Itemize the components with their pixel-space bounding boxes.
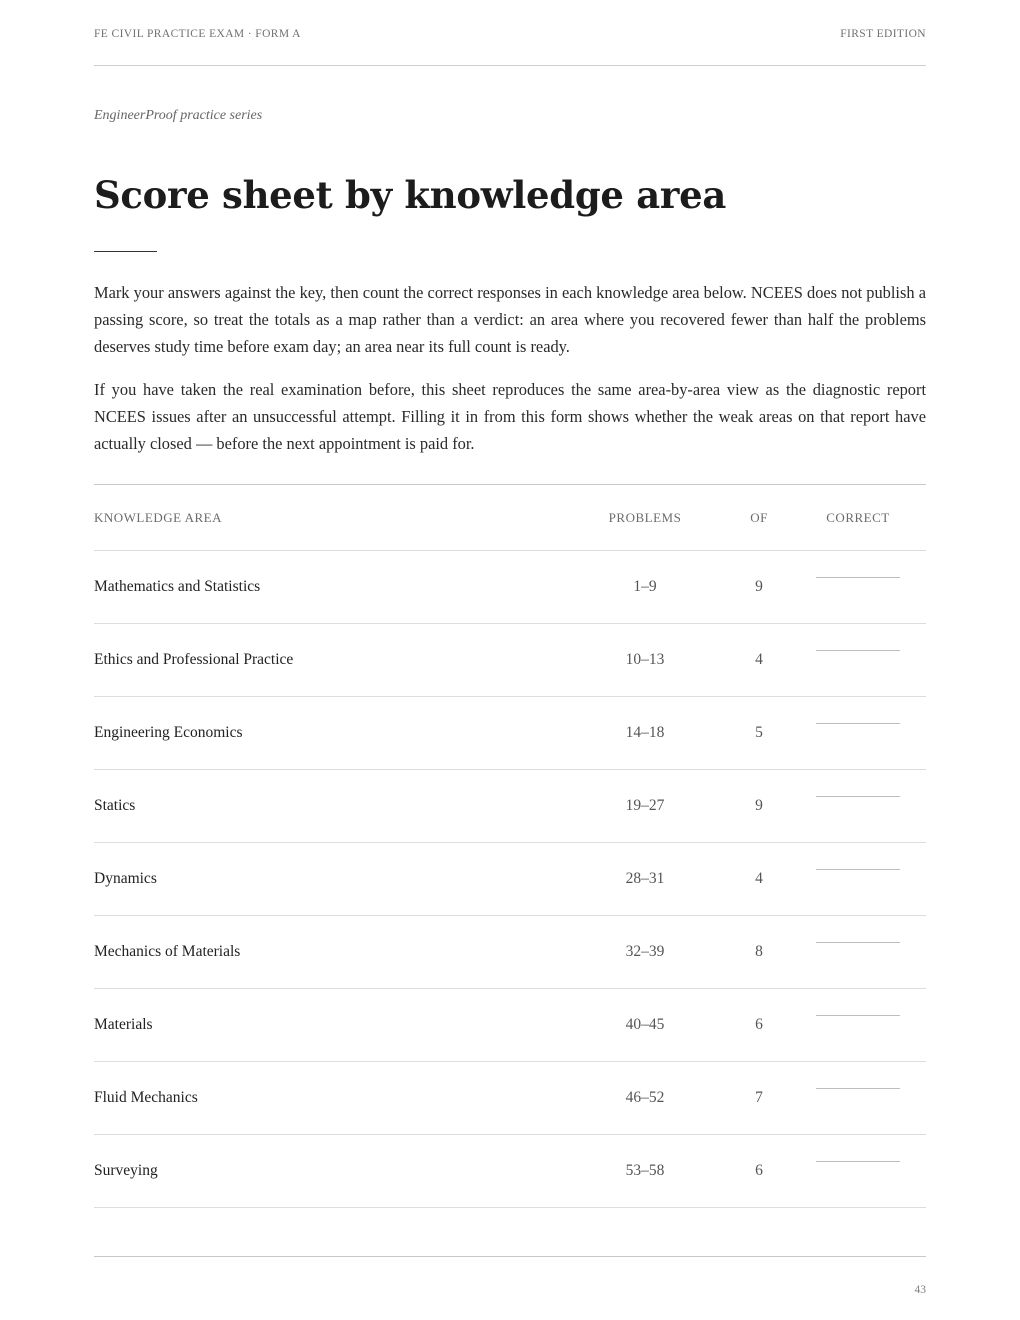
knowledge-area-name: Materials [94, 1016, 153, 1033]
correct-answer-blank[interactable] [816, 650, 900, 651]
knowledge-area-name: Mechanics of Materials [94, 943, 241, 960]
correct-cell [790, 770, 926, 843]
header-of: OF [750, 509, 768, 525]
problem-count: 7 [755, 1089, 763, 1106]
table-row [94, 843, 926, 916]
problem-count: 4 [755, 870, 763, 887]
problem-range: 10–13 [625, 651, 665, 668]
problem-range: 19–27 [625, 797, 665, 814]
table-row [94, 624, 926, 697]
correct-cell [790, 551, 926, 624]
title-underline [94, 251, 157, 252]
score-table [94, 484, 926, 1208]
correct-cell [790, 916, 926, 989]
correct-cell [790, 1135, 926, 1208]
problem-range: 32–39 [625, 943, 665, 960]
correct-cell [790, 697, 926, 770]
knowledge-area-name: Fluid Mechanics [94, 1089, 198, 1106]
running-head [94, 28, 926, 40]
correct-answer-blank[interactable] [816, 1161, 900, 1162]
knowledge-area-name: Mathematics and Statistics [94, 578, 261, 595]
correct-answer-blank[interactable] [816, 577, 900, 578]
intro-paragraph: If you have taken the real examination before, this sheet reproduces the same area-by-area view as the diagnostic report NCEES issues after an unsuccessful attempt. Filling it in from this form shows whether the weak areas on that report have actually closed — before the next appointment is paid for. [94, 380, 926, 453]
knowledge-area-name: Ethics and Professional Practice [94, 651, 294, 668]
table-row [94, 770, 926, 843]
table-row [94, 697, 926, 770]
knowledge-area-name: Dynamics [94, 870, 157, 887]
problem-range: 40–45 [625, 1016, 665, 1033]
running-head-right: FIRST EDITION [840, 28, 926, 40]
table-row [94, 1062, 926, 1135]
problem-count: 6 [755, 1162, 763, 1179]
correct-answer-blank[interactable] [816, 723, 900, 724]
correct-answer-blank[interactable] [816, 796, 900, 797]
problem-count: 9 [755, 797, 763, 814]
table-row [94, 916, 926, 989]
problem-range: 1–9 [633, 578, 657, 595]
intro-paragraph: Mark your answers against the key, then count the correct responses in each knowledge area below. NCEES does not publish a passing score, so treat the totals as a map rather than a verdict: an area where you recovered fewer than half the problems deserves study time before exam day; an area near its full count is ready. [94, 283, 926, 356]
problem-count: 8 [755, 943, 763, 960]
problem-count: 4 [755, 651, 763, 668]
series-label: EngineerProof practice series [94, 108, 263, 123]
header-divider [94, 65, 926, 66]
correct-cell [790, 1062, 926, 1135]
correct-answer-blank[interactable] [816, 1015, 900, 1016]
knowledge-area-name: Statics [94, 797, 136, 814]
problem-count: 6 [755, 1016, 763, 1033]
header-correct: CORRECT [826, 509, 890, 525]
table-row [94, 551, 926, 624]
correct-answer-blank[interactable] [816, 942, 900, 943]
problem-range: 46–52 [625, 1089, 665, 1106]
problem-range: 28–31 [625, 870, 665, 887]
footer-divider [94, 1256, 926, 1257]
problem-range: 14–18 [625, 724, 665, 741]
problem-count: 9 [755, 578, 763, 595]
correct-cell [790, 843, 926, 916]
correct-cell [790, 624, 926, 697]
knowledge-area-name: Surveying [94, 1162, 158, 1179]
table-row [94, 989, 926, 1062]
correct-answer-blank[interactable] [816, 1088, 900, 1089]
header-knowledge-area: KNOWLEDGE AREA [94, 509, 222, 525]
header-problems: PROBLEMS [608, 509, 682, 525]
page [94, 0, 926, 1320]
page-title: Score sheet by knowledge area [94, 173, 726, 217]
table-header-row [94, 485, 926, 551]
correct-answer-blank[interactable] [816, 869, 900, 870]
problem-range: 53–58 [625, 1162, 665, 1179]
correct-cell [790, 989, 926, 1062]
intro-text [94, 279, 926, 473]
problem-count: 5 [755, 724, 763, 741]
table-row [94, 1135, 926, 1208]
page-number: 43 [914, 1284, 926, 1296]
running-head-left: FE CIVIL PRACTICE EXAM · FORM A [94, 28, 301, 40]
knowledge-area-name: Engineering Economics [94, 724, 243, 741]
